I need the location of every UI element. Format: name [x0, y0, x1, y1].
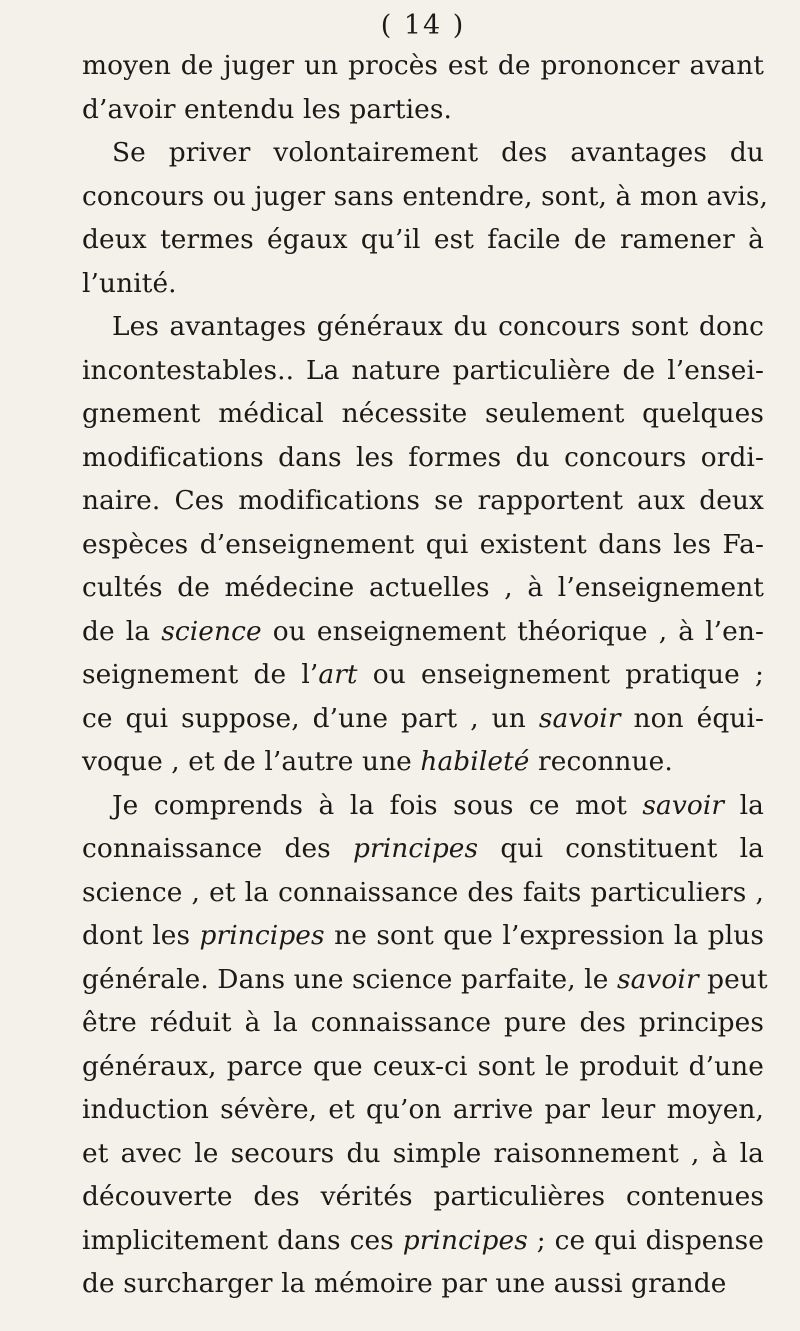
paragraph	[82, 305, 764, 784]
text-line	[82, 566, 764, 610]
text-line	[82, 436, 764, 480]
text-run: moyen de juger un procès est de prononcer avant	[82, 50, 764, 81]
italic-term: art	[318, 659, 358, 690]
text-run: ce qui suppose, d’une part , un	[82, 702, 539, 734]
text-line	[82, 175, 769, 219]
text-run: science , et la connaissance des faits particuliers ,	[82, 876, 764, 908]
text-run: incontestables.. La nature particulière de l’ensei-	[82, 354, 764, 386]
text-line	[82, 1132, 764, 1176]
text-line	[82, 871, 764, 915]
italic-term: savoir	[616, 963, 699, 995]
text-line	[82, 305, 764, 349]
text-run: être réduit à la connaissance pure des principes	[82, 1007, 764, 1038]
text-run: gnement médical nécessite seulement quelques	[82, 398, 764, 429]
text-run: Se priver volontairement des avantages du	[112, 137, 764, 168]
italic-term: principes	[199, 920, 325, 951]
text-run: espèces d’enseignement qui existent dans les Fa-	[82, 528, 764, 560]
italic-term: savoir	[538, 702, 621, 734]
text-line	[82, 131, 764, 175]
text-run: découverte des vérités particulières contenues	[82, 1181, 764, 1212]
text-line	[82, 827, 764, 871]
text-run: et avec le secours du simple raisonnement , à la	[82, 1137, 764, 1169]
text-line	[82, 1001, 764, 1045]
text-line	[82, 44, 764, 88]
text-line	[82, 1262, 764, 1306]
text-line	[82, 958, 768, 1002]
text-line	[82, 218, 764, 262]
text-run: généraux, parce que ceux-ci sont le produit d’une	[82, 1050, 764, 1082]
text-line	[82, 1088, 764, 1132]
text-line	[82, 784, 764, 828]
text-line	[82, 1219, 764, 1263]
text-run: connaissance des	[82, 833, 354, 864]
text-run: induction sévère, et qu’on arrive par leur moyen,	[82, 1094, 764, 1125]
text-run: générale. Dans une science parfaite, le	[82, 963, 617, 995]
text-line	[82, 653, 764, 697]
text-run: seignement de l’	[82, 659, 319, 690]
text-line	[82, 697, 764, 741]
text-run: non équi-	[620, 702, 765, 734]
text-run: qui constituent la	[478, 833, 764, 864]
body-text	[82, 44, 769, 1306]
paragraph	[82, 784, 768, 1306]
text-line	[82, 1175, 764, 1219]
italic-term: habileté	[420, 746, 530, 777]
text-run: la	[724, 789, 764, 821]
paragraph	[82, 44, 764, 131]
text-run: concours ou juger sans entendre, sont, à mon avis,	[82, 180, 769, 212]
text-run: d’avoir entendu les parties.	[82, 93, 453, 125]
text-line	[82, 479, 764, 523]
text-line	[82, 349, 764, 393]
text-line	[82, 1045, 764, 1089]
text-run: deux termes égaux qu’il est facile de ramener à	[82, 224, 764, 255]
text-run: ne sont que l’expression la plus	[324, 920, 764, 951]
text-run: Les avantages généraux du concours sont donc	[112, 311, 764, 342]
text-run: ; ce qui dispense	[527, 1224, 764, 1256]
text-line	[82, 610, 764, 654]
italic-term: principes	[402, 1224, 528, 1256]
text-run: ou enseignement pratique ;	[357, 659, 764, 690]
text-run: l’unité.	[82, 267, 177, 299]
text-line	[82, 914, 764, 958]
text-run: voque , et de l’autre une	[82, 746, 421, 777]
text-run: ou enseignement théorique , à l’en-	[261, 615, 764, 647]
text-run: modifications dans les formes du concours ordi-	[82, 441, 764, 473]
italic-term: savoir	[642, 789, 725, 821]
text-run: de surcharger la mémoire par une aussi grande	[82, 1268, 727, 1299]
text-run: peut	[698, 963, 768, 995]
text-run: Je comprends à la fois sous ce mot	[112, 789, 643, 821]
text-line	[82, 523, 764, 567]
italic-term: science	[161, 615, 262, 647]
text-run: reconnue.	[529, 746, 673, 777]
paragraph	[82, 131, 769, 305]
text-line	[82, 262, 764, 306]
italic-term: principes	[353, 833, 479, 864]
text-run: de la	[82, 615, 162, 647]
text-line	[82, 88, 764, 132]
page-number: ( 14 )	[380, 10, 466, 41]
text-run: naire. Ces modifications se rapportent aux deux	[82, 485, 764, 516]
text-line	[82, 392, 764, 436]
text-run: cultés de médecine actuelles , à l’enseignement	[82, 572, 764, 603]
text-run: dont les	[82, 920, 200, 951]
text-run: implicitement dans ces	[82, 1224, 403, 1256]
text-line	[82, 740, 764, 784]
